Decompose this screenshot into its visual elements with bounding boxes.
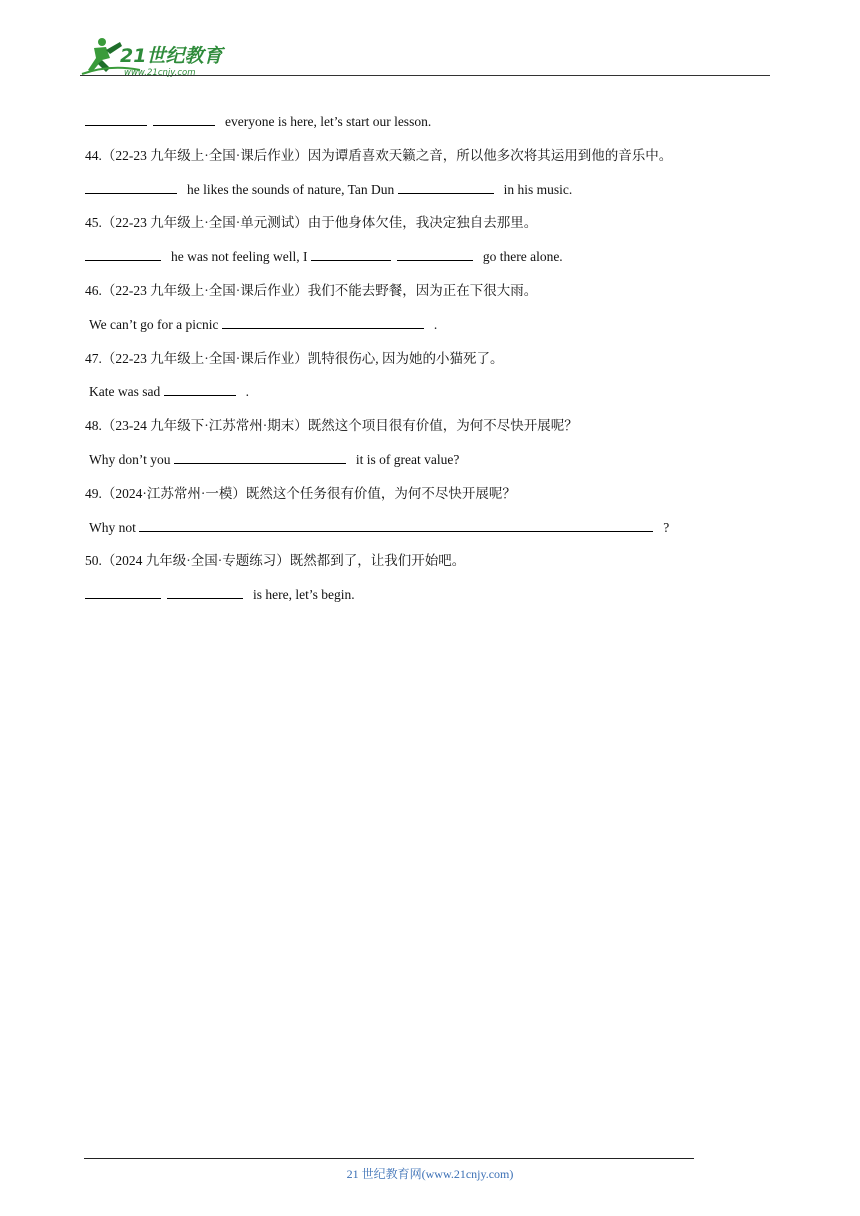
logo-url: www.21cnjy.com [124,68,196,78]
question-number: 44. [85,147,102,163]
question-source: （22-23 九年级上·全国·课后作业） [101,350,308,366]
question-line [85,345,775,379]
logo-title: 21世纪教育 [120,45,223,67]
question-number: 47. [85,350,102,366]
question-line [85,412,775,446]
answer-text: everyone is here, let’s start our lesson. [225,114,432,129]
answer-text: Why don’t you [89,451,174,467]
answer-text: ? [663,519,670,535]
question-source: （22-23 九年级上·全国·课后作业） [101,147,308,163]
question-source: （22-23 九年级上·全国·课后作业） [101,282,308,298]
answer-text: We can’t go for a picnic [89,316,222,332]
question-line [85,547,775,581]
answer-blank[interactable] [164,379,236,396]
answer-blank[interactable] [153,109,215,126]
answer-text: . [245,384,249,400]
answer-line [85,311,775,345]
question-line [85,480,775,514]
question-text: 我们不能去野餐，因为正在下很大雨。 [307,282,538,298]
question-text: 既然这个项目很有价值，为何不尽快开展呢？ [307,418,578,434]
answer-line [85,581,775,615]
answer-blank[interactable] [311,244,391,261]
question-text: 因为谭盾喜欢天籁之音，所以他多次将其运用到他的音乐中。 [307,147,673,163]
answer-line [85,378,775,412]
answer-text: Kate was sad [89,384,164,400]
answer-blank[interactable] [85,109,147,126]
question-source: （23-24 九年级下·江苏常州·期末） [101,418,308,434]
answer-text: it is of great value? [355,451,460,467]
answer-blank[interactable] [167,582,243,599]
answer-blank[interactable] [174,447,346,464]
answer-line [85,243,775,277]
answer-line [85,176,775,210]
question-text: 凯特很伤心, 因为她的小猫死了。 [307,350,504,366]
question-source: （2024 九年级·全国·专题练习） [101,553,290,569]
answer-blank[interactable] [85,244,161,261]
answer-line [85,108,775,142]
answer-text: in his music. [503,181,573,197]
answer-blank[interactable] [397,244,473,261]
answer-blank[interactable] [139,515,653,532]
footer-copyright: 21 世纪教育网(www.21cnjy.com) [346,1167,514,1181]
question-text: 由于他身体欠佳，我决定独自去那里。 [307,215,538,231]
page-header [80,30,770,78]
header-divider [80,75,770,76]
question-number: 50. [85,553,102,569]
exercise-list [85,108,775,615]
question-line [85,209,775,243]
answer-line [85,514,775,548]
answer-text: . [433,316,438,332]
answer-text: he was not feeling well, I [171,249,311,265]
question-number: 46. [85,282,102,298]
footer-divider [84,1158,694,1159]
21cnjy-logo [80,34,250,78]
answer-line [85,446,775,480]
answer-text: he likes the sounds of nature, Tan Dun [187,181,398,197]
question-line [85,277,775,311]
question-number: 48. [85,418,102,434]
question-text: 既然这个任务很有价值，为何不尽快开展呢？ [245,485,516,501]
question-source: （22-23 九年级上·全国·单元测试） [101,215,308,231]
answer-text: Why not [89,519,140,535]
answer-blank[interactable] [222,312,424,329]
question-number: 49. [85,485,102,501]
answer-blank[interactable] [85,582,161,599]
answer-blank[interactable] [398,177,494,194]
question-text: 既然都到了，让我们开始吧。 [289,553,466,569]
answer-text: is here, let’s begin. [253,587,355,603]
question-number: 45. [85,215,102,231]
answer-text: go there alone. [482,249,563,265]
question-line [85,142,775,176]
question-source: （2024·江苏常州·一模） [101,485,246,501]
answer-blank[interactable] [85,177,177,194]
